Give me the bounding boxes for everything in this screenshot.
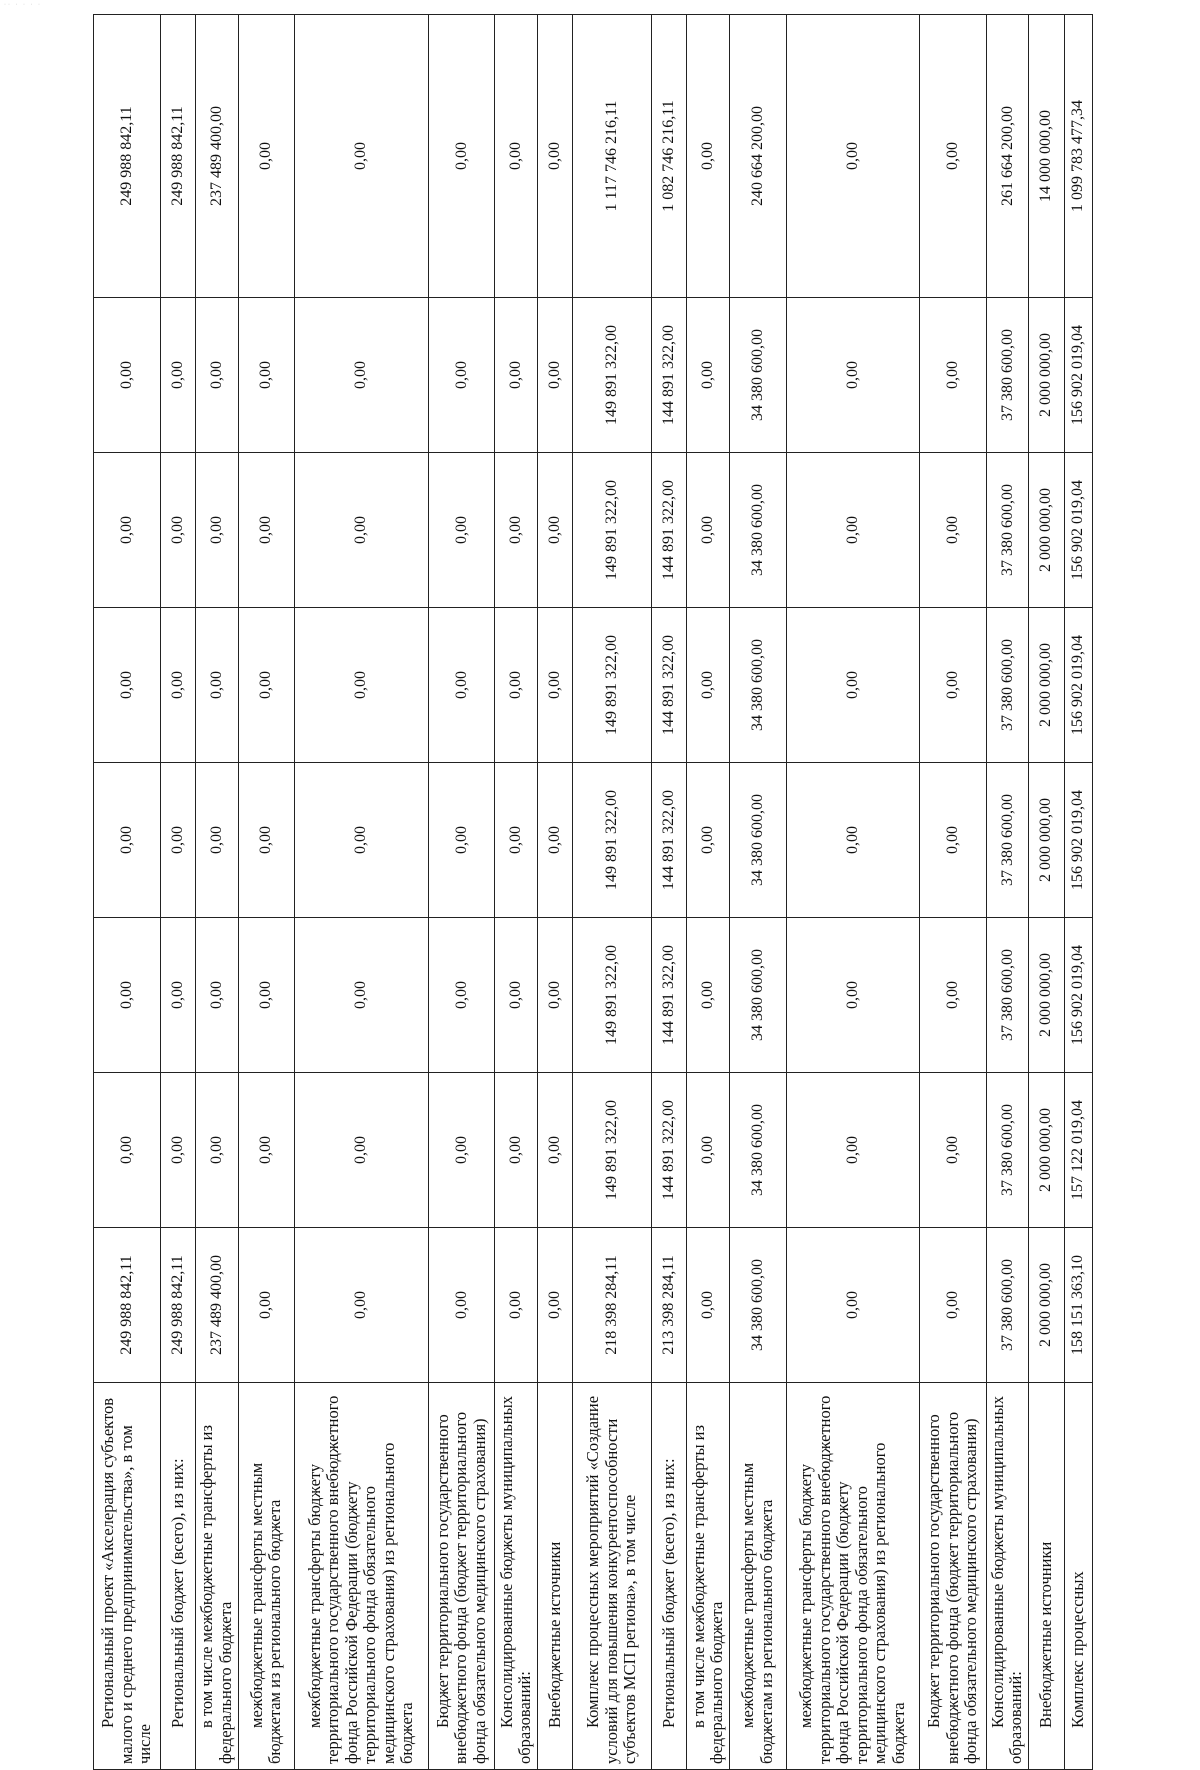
value-cell: 156 902 019,04 xyxy=(1064,763,1092,918)
value-cell: 37 380 600,00 xyxy=(986,918,1028,1073)
value-cell: 0,00 xyxy=(428,298,495,453)
value-cell: 0,00 xyxy=(687,453,729,608)
row-label: Бюджет территориального государственного внебюджетного фонда (бюджет территориального фонда обязательного медицинского страхования) xyxy=(428,1383,495,1770)
value-cell: 37 380 600,00 xyxy=(986,1228,1028,1383)
total-cell: 237 489 400,00 xyxy=(196,15,238,298)
value-cell: 0,00 xyxy=(196,763,238,918)
value-cell: 34 380 600,00 xyxy=(729,1228,786,1383)
value-cell: 0,00 xyxy=(537,298,572,453)
value-cell: 0,00 xyxy=(238,763,295,918)
value-cell: 2 000 000,00 xyxy=(1029,1228,1064,1383)
value-cell: 0,00 xyxy=(537,608,572,763)
total-cell: 261 664 200,00 xyxy=(986,15,1028,298)
total-cell: 249 988 842,11 xyxy=(160,15,195,298)
value-cell: 0,00 xyxy=(94,763,161,918)
total-cell: 1 117 746 216,11 xyxy=(573,15,652,298)
value-cell: 144 891 322,00 xyxy=(652,918,687,1073)
row-label: Региональный проект «Акселерация субъектов малого и среднего предпринимательства», в том числе xyxy=(94,1383,161,1770)
value-cell: 149 891 322,00 xyxy=(573,453,652,608)
value-cell: 0,00 xyxy=(295,1228,429,1383)
value-cell: 249 988 842,11 xyxy=(94,1228,161,1383)
total-cell: 0,00 xyxy=(295,15,429,298)
value-cell: 0,00 xyxy=(920,1228,987,1383)
table-row xyxy=(729,15,786,1770)
value-cell: 0,00 xyxy=(238,1073,295,1228)
value-cell: 156 902 019,04 xyxy=(1064,298,1092,453)
value-cell: 0,00 xyxy=(428,918,495,1073)
value-cell: 156 902 019,04 xyxy=(1064,918,1092,1073)
value-cell: 0,00 xyxy=(687,1073,729,1228)
total-cell: 0,00 xyxy=(537,15,572,298)
total-cell: 249 988 842,11 xyxy=(94,15,161,298)
value-cell: 0,00 xyxy=(428,763,495,918)
value-cell: 2 000 000,00 xyxy=(1029,918,1064,1073)
row-label: в том числе межбюджетные трансферты из федерального бюджета xyxy=(196,1383,238,1770)
value-cell: 0,00 xyxy=(238,453,295,608)
value-cell: 0,00 xyxy=(295,763,429,918)
value-cell: 0,00 xyxy=(495,608,537,763)
value-cell: 0,00 xyxy=(160,298,195,453)
value-cell: 0,00 xyxy=(920,1073,987,1228)
value-cell: 0,00 xyxy=(238,608,295,763)
table-row xyxy=(295,15,429,1770)
row-label: межбюджетные трансферты местным бюджетам из регионального бюджета xyxy=(238,1383,295,1770)
value-cell: 34 380 600,00 xyxy=(729,453,786,608)
value-cell: 0,00 xyxy=(428,1228,495,1383)
row-label: Бюджет территориального государственного внебюджетного фонда (бюджет территориального фонда обязательного медицинского страхования) xyxy=(920,1383,987,1770)
value-cell: 0,00 xyxy=(687,918,729,1073)
row-label: межбюджетные трансферты бюджету территориального государственного внебюджетного фонда Российской Федерации (бюджету территориального фонда обязательного медицинского страхования) из регионального бюджета xyxy=(786,1383,920,1770)
table-row xyxy=(428,15,495,1770)
value-cell: 149 891 322,00 xyxy=(573,298,652,453)
row-label: в том числе межбюджетные трансферты из федерального бюджета xyxy=(687,1383,729,1770)
value-cell: 144 891 322,00 xyxy=(652,1073,687,1228)
value-cell: 34 380 600,00 xyxy=(729,763,786,918)
value-cell: 0,00 xyxy=(495,298,537,453)
scan-artifact: ·· · · · · xyxy=(4,2,42,8)
table-row xyxy=(196,15,238,1770)
value-cell: 0,00 xyxy=(537,1073,572,1228)
value-cell: 37 380 600,00 xyxy=(986,1073,1028,1228)
value-cell: 2 000 000,00 xyxy=(1029,1073,1064,1228)
value-cell: 0,00 xyxy=(428,1073,495,1228)
row-label: межбюджетные трансферты бюджету территориального государственного внебюджетного фонда Российской Федерации (бюджету территориального фонда обязательного медицинского страхования) из регионального бюджета xyxy=(295,1383,429,1770)
total-cell: 0,00 xyxy=(428,15,495,298)
table-row xyxy=(573,15,652,1770)
value-cell: 156 902 019,04 xyxy=(1064,608,1092,763)
value-cell: 2 000 000,00 xyxy=(1029,453,1064,608)
value-cell: 0,00 xyxy=(94,453,161,608)
row-label: Внебюджетные источники xyxy=(537,1383,572,1770)
value-cell: 0,00 xyxy=(920,608,987,763)
value-cell: 2 000 000,00 xyxy=(1029,608,1064,763)
value-cell: 156 902 019,04 xyxy=(1064,453,1092,608)
value-cell: 34 380 600,00 xyxy=(729,298,786,453)
value-cell: 0,00 xyxy=(537,453,572,608)
value-cell: 0,00 xyxy=(786,608,920,763)
value-cell: 37 380 600,00 xyxy=(986,608,1028,763)
table-row xyxy=(786,15,920,1770)
value-cell: 0,00 xyxy=(495,1228,537,1383)
value-cell: 0,00 xyxy=(295,1073,429,1228)
total-cell: 240 664 200,00 xyxy=(729,15,786,298)
total-cell: 1 099 783 477,34 xyxy=(1064,15,1092,298)
value-cell: 0,00 xyxy=(196,918,238,1073)
budget-table-body xyxy=(94,15,1093,1770)
value-cell: 0,00 xyxy=(238,298,295,453)
value-cell: 0,00 xyxy=(920,298,987,453)
budget-table xyxy=(93,14,1093,1770)
value-cell: 0,00 xyxy=(786,1228,920,1383)
value-cell: 0,00 xyxy=(786,918,920,1073)
total-cell: 1 082 746 216,11 xyxy=(652,15,687,298)
value-cell: 0,00 xyxy=(920,763,987,918)
row-label: Внебюджетные источники xyxy=(1029,1383,1064,1770)
value-cell: 149 891 322,00 xyxy=(573,918,652,1073)
value-cell: 0,00 xyxy=(160,453,195,608)
table-row xyxy=(1029,15,1064,1770)
value-cell: 0,00 xyxy=(295,298,429,453)
value-cell: 237 489 400,00 xyxy=(196,1228,238,1383)
value-cell: 0,00 xyxy=(238,1228,295,1383)
value-cell: 0,00 xyxy=(295,608,429,763)
value-cell: 213 398 284,11 xyxy=(652,1228,687,1383)
value-cell: 0,00 xyxy=(786,1073,920,1228)
row-label: межбюджетные трансферты местным бюджетам из регионального бюджета xyxy=(729,1383,786,1770)
value-cell: 34 380 600,00 xyxy=(729,608,786,763)
value-cell: 249 988 842,11 xyxy=(160,1228,195,1383)
value-cell: 158 151 363,10 xyxy=(1064,1228,1092,1383)
table-row xyxy=(537,15,572,1770)
value-cell: 149 891 322,00 xyxy=(573,763,652,918)
value-cell: 0,00 xyxy=(428,608,495,763)
value-cell: 0,00 xyxy=(537,1228,572,1383)
value-cell: 157 122 019,04 xyxy=(1064,1073,1092,1228)
value-cell: 149 891 322,00 xyxy=(573,608,652,763)
total-cell: 0,00 xyxy=(786,15,920,298)
value-cell: 0,00 xyxy=(295,918,429,1073)
value-cell: 0,00 xyxy=(687,608,729,763)
total-cell: 0,00 xyxy=(495,15,537,298)
value-cell: 0,00 xyxy=(196,298,238,453)
value-cell: 34 380 600,00 xyxy=(729,918,786,1073)
total-cell: 0,00 xyxy=(687,15,729,298)
value-cell: 149 891 322,00 xyxy=(573,1073,652,1228)
value-cell: 0,00 xyxy=(160,1073,195,1228)
value-cell: 37 380 600,00 xyxy=(986,453,1028,608)
row-label: Комплекс процессных xyxy=(1064,1383,1092,1770)
value-cell: 0,00 xyxy=(495,763,537,918)
value-cell: 0,00 xyxy=(160,608,195,763)
value-cell: 0,00 xyxy=(687,763,729,918)
value-cell: 2 000 000,00 xyxy=(1029,298,1064,453)
table-row xyxy=(495,15,537,1770)
value-cell: 0,00 xyxy=(428,453,495,608)
total-cell: 0,00 xyxy=(238,15,295,298)
value-cell: 0,00 xyxy=(238,918,295,1073)
table-row xyxy=(920,15,987,1770)
value-cell: 0,00 xyxy=(295,453,429,608)
row-label: Региональный бюджет (всего), из них: xyxy=(160,1383,195,1770)
row-label: Региональный бюджет (всего), из них: xyxy=(652,1383,687,1770)
value-cell: 0,00 xyxy=(537,918,572,1073)
value-cell: 0,00 xyxy=(495,1073,537,1228)
table-row xyxy=(986,15,1028,1770)
value-cell: 0,00 xyxy=(160,763,195,918)
row-label: Консолидированные бюджеты муниципальных образований: xyxy=(986,1383,1028,1770)
value-cell: 0,00 xyxy=(94,1073,161,1228)
value-cell: 218 398 284,11 xyxy=(573,1228,652,1383)
value-cell: 144 891 322,00 xyxy=(652,298,687,453)
row-label: Комплекс процессных мероприятий «Создание условий для повышения конкурентоспособности субъектов МСП региона», в том числе xyxy=(573,1383,652,1770)
value-cell: 0,00 xyxy=(94,608,161,763)
value-cell: 34 380 600,00 xyxy=(729,1073,786,1228)
table-row xyxy=(1064,15,1092,1770)
value-cell: 0,00 xyxy=(786,453,920,608)
value-cell: 0,00 xyxy=(786,298,920,453)
value-cell: 0,00 xyxy=(94,298,161,453)
value-cell: 0,00 xyxy=(920,918,987,1073)
table-row xyxy=(160,15,195,1770)
table-row xyxy=(687,15,729,1770)
value-cell: 0,00 xyxy=(196,453,238,608)
value-cell: 0,00 xyxy=(160,918,195,1073)
value-cell: 0,00 xyxy=(495,918,537,1073)
value-cell: 37 380 600,00 xyxy=(986,298,1028,453)
table-row xyxy=(238,15,295,1770)
value-cell: 0,00 xyxy=(687,1228,729,1383)
value-cell: 0,00 xyxy=(537,763,572,918)
value-cell: 0,00 xyxy=(920,453,987,608)
value-cell: 0,00 xyxy=(196,608,238,763)
rotated-page xyxy=(93,15,1093,1770)
value-cell: 144 891 322,00 xyxy=(652,763,687,918)
table-row xyxy=(652,15,687,1770)
value-cell: 0,00 xyxy=(196,1073,238,1228)
total-cell: 0,00 xyxy=(920,15,987,298)
value-cell: 144 891 322,00 xyxy=(652,608,687,763)
value-cell: 144 891 322,00 xyxy=(652,453,687,608)
value-cell: 0,00 xyxy=(495,453,537,608)
value-cell: 2 000 000,00 xyxy=(1029,763,1064,918)
total-cell: 14 000 000,00 xyxy=(1029,15,1064,298)
value-cell: 0,00 xyxy=(94,918,161,1073)
table-row xyxy=(94,15,161,1770)
row-label: Консолидированные бюджеты муниципальных образований: xyxy=(495,1383,537,1770)
value-cell: 37 380 600,00 xyxy=(986,763,1028,918)
value-cell: 0,00 xyxy=(687,298,729,453)
value-cell: 0,00 xyxy=(786,763,920,918)
